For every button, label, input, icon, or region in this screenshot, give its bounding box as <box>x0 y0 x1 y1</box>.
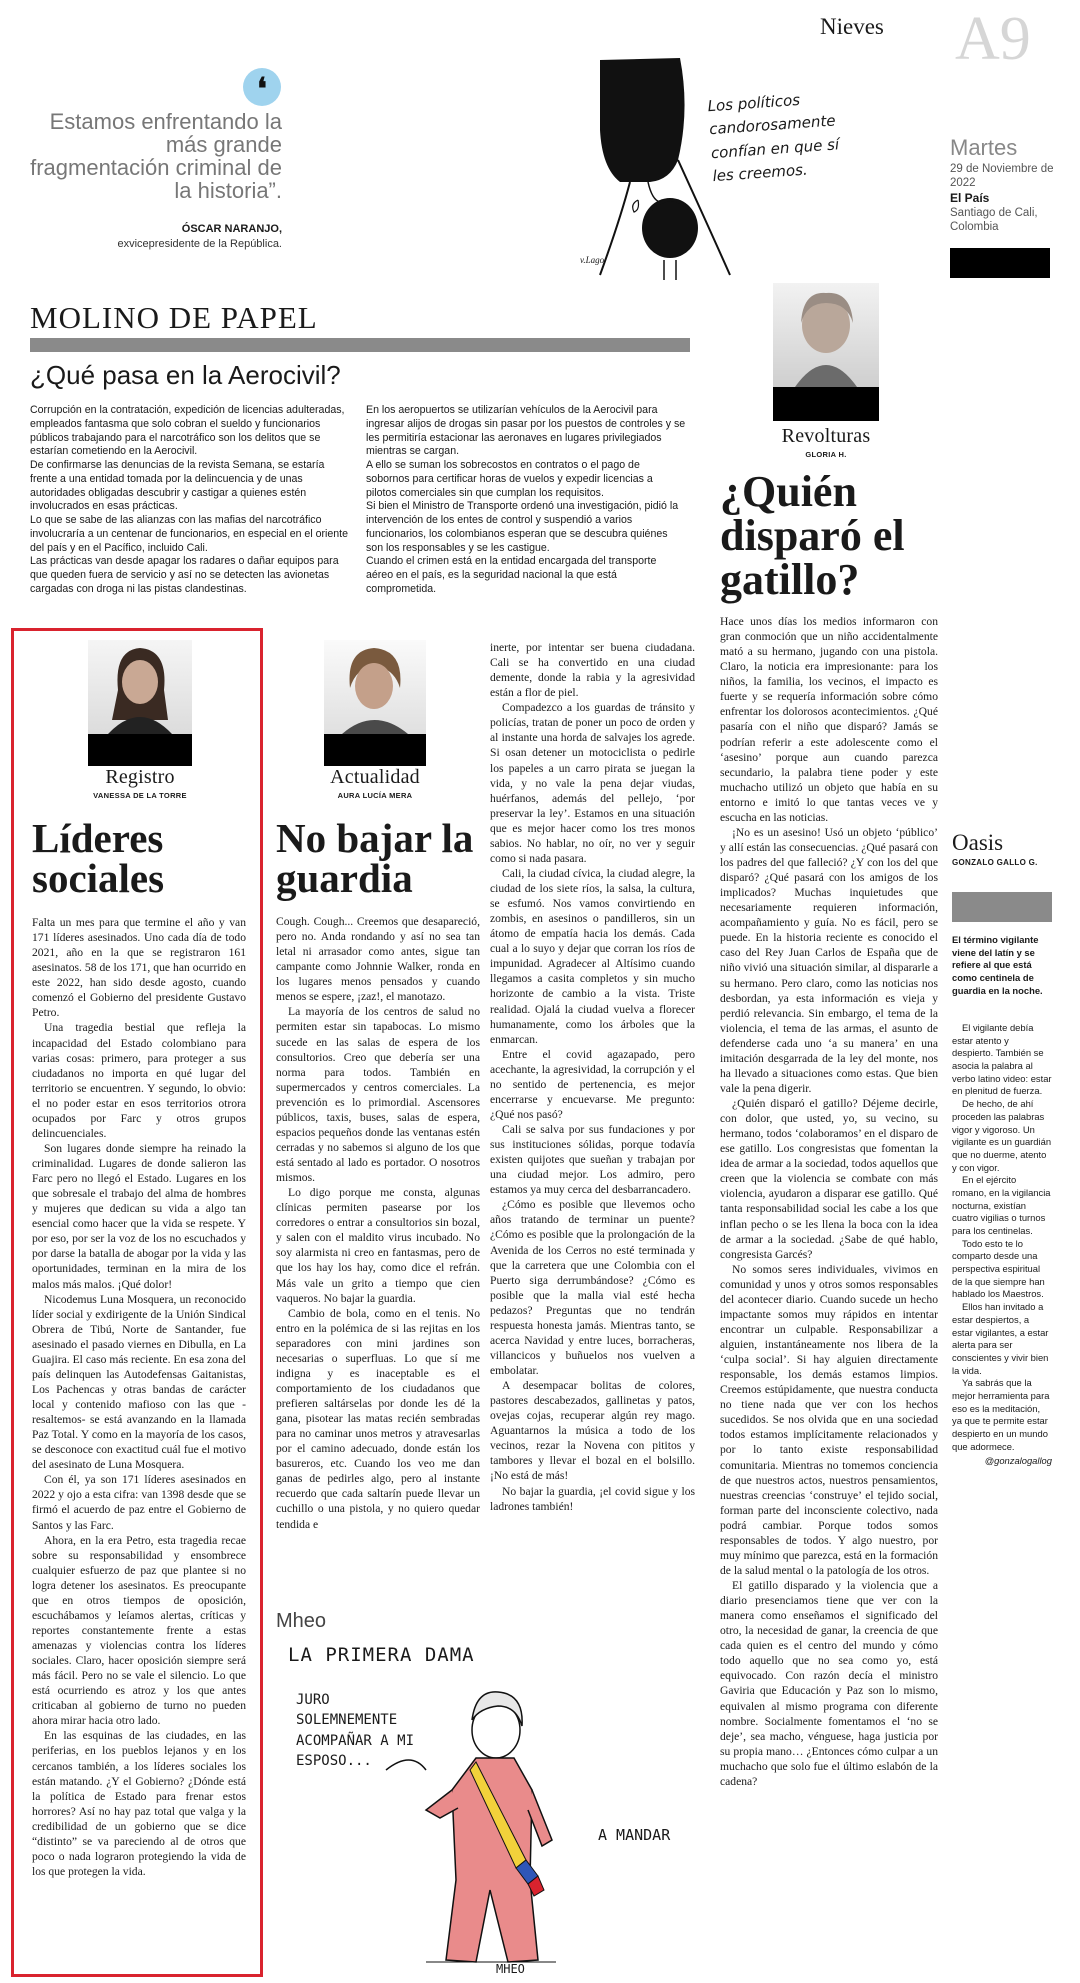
actualidad-paragraph: inerte, por intentar ser buena ciudadana. Cali se ha convertido en una ciudad demente, donde la rabia y la agresividad están a flor de piel. <box>490 641 695 700</box>
registro-headline: Líderes sociales <box>32 815 165 902</box>
registro-column-name: Registro <box>105 766 175 788</box>
newspaper-name: El País <box>950 191 990 205</box>
registro-paragraph: Con él, ya son 171 líderes asesinados en 2022 y ojo a esta cifra: van 1398 desde que se firmó el acuerdo de paz entre el Gobierno de Santos y las Farc. <box>32 1473 246 1532</box>
registro-paragraph: Falta un mes para que termine el año y van 171 líderes asesinados. Uno cada día de todo 2021, año en la que se registraron 161 asesinatos. 58 de los 171, que han ocurrido en este 2022, han sido desde agosto, cuando comenzó el Gobierno del presidente Gustavo Petro. <box>32 916 246 1020</box>
molino-paragraph: Si bien el Ministro de Transporte ordenó una investigación, pidió la intervención de los entes de control y suspendió a varios funcionarios, los colombianos esperan que se descubra quiénes son los responsables y se les castigue. <box>366 500 679 554</box>
registro-paragraph: Ahora, en la era Petro, esta tragedia recae sobre su responsabilidad y ensombrece cualquier esfuerzo de paz que plantee si no logra detener los asesinatos. Es preocupante que en otros tiempos de oposición, escuchábamos y leíamos alertas, críticas y reportes constantemente frente a estas amenazas y violencias contra los líderes sociales. Claro, hacer oposición siempre será más fácil. Pero no se vale el silencio. Lo que está ocurriendo es atroz y los que antes criticaban al gobierno de turno no pueden ahora mirar hacia otro lado. <box>32 1533 246 1728</box>
oasis-paragraph: De hecho, de ahí proceden las palabras vigor y vigoroso. Un vigilante es un guardián que no duerme, atento y con vigor. <box>952 1098 1052 1173</box>
actualidad-paragraph: La mayoría de los centros de salud no permiten estar sin tapabocas. Lo mismo sucede en las salas de espera de los consultorios. Creo que debería ser una norma para todos. También en supermercados y centros comerciales. La prevención es lo primordial. Ascensores públicos, taxis, buses, salas de espera, espacios pequeños donde las ventanas estén cerradas y no sabemos si alguno de los que está sentado al lado es portador. O nosotros mismos. <box>276 1005 480 1185</box>
actualidad-body-a <box>276 914 480 1532</box>
revolturas-paragraph: No somos seres individuales, vivimos en comunidad y unos y otros somos responsables del acontecer diario. Cuando sucede un hecho impactante somos muy rápidos en intentar encontrar un culpable. Responsabilizar a alguien, instantáneamente nos libera de la ‘culpa social’. Si hay alguien directamente responsable, los demás estamos limpios. Creemos estúpidamente, que nuestra conducta no tiene nada que ver con los hechos sucedidos. Se nos olvida que en una sociedad todos estamos implícitamente relacionados y por lo tanto existe responsabilidad comunitaria. Mientras no tomemos conciencia de que nuestros actos, nuestros pensamientos, nuestras creencias ‘construye’ el tejido social, forman parte del inconsciente colectivo, nada podrá cambiar. Porque todos somos responsables de todos. Y algo nuestro, por muy mínimo que parezca, está en la formación de la salud mental o la patología de los otros. <box>720 1262 938 1577</box>
actualidad-paragraph: Cough. Cough... Creemos que desapareció, pero no. Anda rondando y así no sea tan letal ni arrasador como antes, sigue tan campante como Johnnie Walker, ronda en los lugares menos pensados y cuando menos se espere, ¡zaz!, el manotazo. <box>276 915 480 1004</box>
quote-author: ÓSCAR NARANJO, <box>181 223 282 235</box>
oasis-paragraph: Ellos han invitado a estar despiertos, a estar vigilantes, a estar alerta para ser conscientes y vivir bien la vida. <box>952 1301 1049 1376</box>
mheo-label: Mheo <box>276 1610 327 1632</box>
cartoon-caption: Los políticos candorosamente confían en que sí les creemos. <box>707 90 840 185</box>
actualidad-paragraph: ¿Cómo es posible que llevemos ocho años tratando de terminar un puente? ¿Cómo es posible que la prolongación de la Avenida de los Cerros no esté terminada y que la carretera que une Colombia con el Puerto siga derrumbándose? ¿Cómo es posible que la malla vial esté hecha pedazos? Preguntas que no tendrán respuesta honesta jamás. Mientras tanto, se acerca Navidad y entre luces, borracheras, villancicos y buñuelos nos vuelven a embolatar. <box>490 1198 695 1377</box>
mheo-drawing <box>276 1640 700 1978</box>
mheo-speech: JURO SOLEMNEMENTE ACOMPAÑAR A MI ESPOSO... <box>296 1692 415 1769</box>
mheo-signature: MHEO <box>496 1962 525 1976</box>
oasis-column-name: Oasis <box>952 830 1004 855</box>
actualidad-paragraph: Lo digo porque me consta, algunas clínicas permiten pasearse por los corredores o entrar a consultorios sin bozal, y salen con el maldito virus incubado. No soy alarmista ni creo en fantasmas, pero de que los hay los hay, como dice el refrán. Más vale un grito a tiempo que cien vaqueros. No bajar la guardia. <box>276 1186 480 1305</box>
revolturas-headline: ¿Quién disparó el gatillo? <box>720 467 905 604</box>
molino-col-1 <box>30 404 348 597</box>
actualidad-paragraph: Compadezco a los guardas de tránsito y policías, tratan de poner un poco de orden y al instante una horda de salvajes los agrede. Si osan detener un motociclista o pedirle los papeles a un carro pirata se juegan la vida, y no vale la pena dejar viudas, huérfanos, además del pellejo, ‘por preservar la ley’. Estamos en una situación que es mejor hacer como los tres monos sabios. No hablar, no oír, no ver y seguir como si nada pasara. <box>490 701 695 865</box>
oasis-handle: @gonzalogallog <box>984 1455 1052 1467</box>
actualidad-paragraph: No bajar la guardia, ¡el covid sigue y los ladrones también! <box>490 1484 695 1513</box>
registro-author: VANESSA DE LA TORRE <box>93 791 187 800</box>
actualidad-paragraph: A desempacar bolitas de colores, pastores descabezados, gallinetas y patos, ovejas cojas, recuperar algún rey mago. Aguantarnos la música a todo de los vecinos, rezar la Novena con pititos y tambores y llevar el bozal en el bolsillo. ¡No está de más! <box>490 1379 695 1483</box>
mheo-title: LA PRIMERA DAMA <box>288 1644 475 1666</box>
registro-photo-bar <box>88 734 192 766</box>
molino-paragraph: Lo que se sabe de las alianzas con las mafias del narcotráfico involucraría a un centenar de funcionarios, en especial en el oriente del país y en el Pacífico, incluido Cali. <box>30 514 349 554</box>
mheo-reply: A MANDAR <box>598 1826 671 1844</box>
revolturas-paragraph: Hace unos días los medios informaron con gran conmoción que un niño accidentalmente mató a su hermano, jugando con una pistola. Claro, la noticia era impresionante: para los niños, la familia, los vecinos, el impacto es fuerte y se requería información sobre cómo enfrentar los dolorosos acontecimientos. ¿Qué pasaría con el niño que disparó? Jamás se podrían referir a este adolescente como el ‘asesino’ porque aun cuando parezca secundario, la palabra tiene poder y este muchacho utilizó un objeto que había en su entorno e imitó lo que tantas veces ve y escucha en las noticias. <box>720 615 938 824</box>
oasis-author: GONZALO GALLO G. <box>952 858 1038 867</box>
quote-icon: ❛ <box>243 68 281 106</box>
revolturas-photo-bar <box>773 387 879 421</box>
revolturas-author: GLORIA H. <box>805 450 847 459</box>
molino-paragraph: A ello se suman los sobrecostos en contratos o el pago de sobornos para certificar horas de vuelos y expedir licencias a pilotos comerciales sin que cumplan los requisitos. <box>366 459 653 499</box>
section-name: Nieves <box>820 14 884 39</box>
quote-author-role: exvicepresidente de la República. <box>117 238 282 250</box>
molino-paragraph: En los aeropuertos se utilizarían vehículos de la Aerocivil para ingresar alijos de drogas sin pasar por los puestos de controles y se les permitiría estacionar las aeronaves en lugares privilegiados mientras se cargan. <box>366 404 686 458</box>
registro-paragraph: En las esquinas de las ciudades, en las periferias, en los pueblos lejanos y en los cercanos también, a los líderes sociales los están matando. ¿Y el Gobierno? ¿Dónde está la política de Estado para frenar estos horrores? Así no hay paz total que valga y la credibilidad de un gobierno que se dice “distinto” se va pareciendo al de otros que poco o nada lograron protegiendo la vida de los que protegen la vida. <box>32 1729 246 1878</box>
actualidad-paragraph: Cali se salva por sus fundaciones y por sus instituciones sólidas, porque todavía existen quijotes que sueñan y trabajan por una ciudad mejor. Los admiro, pero estamos ya muy cerca del desbarrancadero. <box>490 1123 695 1197</box>
registro-paragraph: Nicodemus Luna Mosquera, un reconocido líder social y exdirigente de la Unión Sindical Obrera de Tibú, Norte de Santander, fue asesinado el pasado viernes en Dibulla, en La Guajira. El caso más reciente. En esa zona del país delinquen las Autodefensas Gaitanistas, Los Pachencas y otras bandas de carácter local y contenido mafioso con las que -resaltemos- se está avanzando en la llamada Paz Total. Y como en la mayoría de los casos, se desconoce con exactitud cuál fue el motivo del asesinato de Luna Mosquera. <box>32 1292 246 1472</box>
actualidad-author-photo <box>324 640 426 734</box>
registro-paragraph: Una tragedia bestial que refleja la incapacidad del Estado colombiano para varias cosas: primero, para proteger a sus ciudadanos no importa en qué lugar del territorio se encuentren. Y segundo, lo obvio: el no poder estar en esos territorios otrora ocupados por Farc y otros grupos delincuenciales. <box>32 1021 246 1140</box>
molino-gray-bar <box>30 338 690 352</box>
molino-paragraph: De confirmarse las denuncias de la revista Semana, se estaría frente a una entidad tomada por la delincuencia y de unas autoridades obligadas descubrir y castigar a quienes estén involucrados en esas prácticas. <box>30 459 325 513</box>
molino-paragraph: Cuando el crimen está en la entidad encargada del transporte aéreo en el país, es la seguridad nacional la que está comprometida. <box>366 555 657 595</box>
mheo-cartoon <box>276 1640 700 1978</box>
revolturas-body <box>720 614 938 1789</box>
date-text: 29 de Noviembre de 2022 <box>950 163 1054 190</box>
actualidad-paragraph: Cali, la ciudad cívica, la ciudad alegre, la ciudad de los siete ríos, la salsa, la cultura, se esfumó. Nos vamos convirtiendo en zombis, en asesinos o pandilleros, sin un átomo de empatía hacia los demás. Cada cual a lo suyo y dejar que corran los ríos de impunidad. Agradecer al Altísimo cuando llegamos a casita completos y sin mucho horizonte de cambio a la vista. Triste realidad. Ojalá la ciudad vuelva a florecer humanamente, como los árboles que la enmarcan. <box>490 866 695 1046</box>
molino-paragraph: Corrupción en la contratación, expedición de licencias adulteradas, empleados fantasma que solo cobran el sueldo y funcionarios públicos trabajando para el narcotráfico son los delitos que se estarían cometiendo en la Aerocivil. <box>30 404 345 458</box>
molino-col-2 <box>366 404 686 597</box>
oasis-lead: El término vigilante viene del latín y se refiere al que está como centinela de guardia en la noche. <box>952 934 1043 996</box>
cartoon-signature: v.Lago <box>580 255 605 265</box>
oasis-paragraph: El vigilante debía estar atento y despierto. También se asocia la palabra al verbo latino video: estar en plenitud de fuerza. <box>952 1022 1052 1097</box>
revolturas-paragraph: ¡No es un asesino! Usó un objeto ‘público’ y allí están las consecuencias. ¿Qué pasará con los padres del que falleció? ¿Y con los del que disparó? ¿Qué pasará con los amigos de los implicados? Muchas inquietudes que necesariamente requieren información, acompañamiento y guía. No es fácil, pero se puede. En la historia reciente es conocido el caso del Rey Juan Carlos de España que de niño vivió una situación similar, al dispararle a su hermano. Pero claro, como las noticias nos desbordan, ya esta información es vieja y perdió relevancia. Sin embargo, el tema de la violencia, el tema de las armas, el asunto de defenderse cada uno ‘a su manera’ en una imitación desgarrada de la ley del monte, nos ha llevado a situaciones como estas. Que bien vale la pena digerir. <box>720 825 938 1095</box>
revolturas-paragraph: El gatillo disparado y la violencia que a diario presenciamos tiene que ver con la manera como enseñamos el significado del otro, la necesidad de ganar, la creencia de que cada quien es el centro del mundo y cómo todo aquello que no sea como yo, está equivocado. Con razón decía el ministro Gaviria que Educación y Paz son lo mismo, equivalen al mismo programa con diferente nombre. Socialmente fomentamos el ‘no se deje’, sea macho, vénguese, haga justicia por su propia mano… ¿Entonces cómo culpar a un muchacho que solo fue el último eslabón de la cadena? <box>720 1579 938 1788</box>
molino-section-title: MOLINO DE PAPEL <box>30 300 318 335</box>
revolturas-column-name: Revolturas <box>781 425 871 447</box>
molino-paragraph: Las prácticas van desde apagar los radares o dañar equipos para que queden fuera de servicio y así no se detecten las avionetas cargadas con droga ni las pistas clandestinas. <box>30 555 339 595</box>
oasis-paragraph: En el ejército romano, en la vigilancia nocturna, existían cuatro vigilias o turnos para los centinelas. <box>952 1174 1051 1236</box>
actualidad-paragraph: Entre el covid agazapado, pero acechante, la agresividad, la corrupción y el no sentido de pertenencia, es mejor encerrarse y encuevarse. Me pregunto: ¿Qué nos pasó? <box>490 1047 695 1121</box>
molino-headline: ¿Qué pasa en la Aerocivil? <box>30 360 341 390</box>
actualidad-column-name: Actualidad <box>330 766 420 788</box>
page-number: A9 <box>955 5 1031 73</box>
oasis-body <box>952 1022 1052 1468</box>
date-day: Martes <box>950 135 1018 160</box>
oasis-paragraph: Ya sabrás que la mejor herramienta para eso es la meditación, ya que te permite estar despierto en un mundo que adormece. <box>952 1377 1050 1452</box>
registro-paragraph: Son lugares donde siempre ha reinado la criminalidad. Lugares de donde salieron las Farc pero no llegó el Estado. Lugares en los que sobresale el trabajo del alma de hombres y mujeres que dedican su vida a algo tan esencial como hacer que la vida se respete. Y por eso, por ser la voz de los no escuchados y por darse la batalla de abogar por la vida y las oportunidades, terminan en la mira de los malos más malos. ¡Qué dolor! <box>32 1141 246 1291</box>
actualidad-photo-bar <box>324 734 426 766</box>
top-cartoon <box>560 50 920 280</box>
registro-body <box>32 915 246 1879</box>
date-block-bar <box>950 248 1050 278</box>
city-text: Santiago de Cali, Colombia <box>950 207 1038 234</box>
quote-text: Estamos enfrentando la más grande fragmentación criminal de la historia”. <box>30 109 282 204</box>
actualidad-paragraph: Cambio de bola, como en el tenis. No entro en la polémica de si las rejitas en los separadores con mini jardines son necesarias o superfluas. Lo que sí me indigna y es inaceptable es el comportamiento de los ciudadanos que prefieren saltárselas por donde les dé la gana, pisotear las matas recién sembradas para no caminar unos metros y atravesarlas por el camino adecuado, donde están los basureros, etc. Cuando los veo me dan ganas de pedirles algo, pero al instante recuerdo que cada saltarín puede llevar un cuchillo o una pistola, y no quiero quedar tendida e <box>276 1306 480 1531</box>
revolturas-author-photo <box>773 283 879 387</box>
actualidad-author: AURA LUCÍA MERA <box>337 791 413 800</box>
actualidad-headline: No bajar la guardia <box>276 815 474 902</box>
revolturas-paragraph: ¿Quién disparó el gatillo? Déjeme decirle, con dolor, que usted, yo, su vecino, su hermano, todos ‘colaboramos’ en el disparo de ese gatillo. Los congresistas que fomentan la idea de armar a la sociedad, todos aquellos que creen que la violencia se combate con más violencia, ayudaron a disparar ese gatillo. Qué tanta responsabilidad social les cabe a los que inflan pecho o se les llena la boca con la idea de armar a la sociedad. ¿Sabe de qué hablo, congresista Garcés? <box>720 1097 938 1261</box>
registro-author-photo <box>88 640 192 734</box>
actualidad-body-b <box>490 640 695 1514</box>
oasis-gray-bar <box>952 892 1052 922</box>
oasis-paragraph: Todo esto te lo comparto desde una perspectiva espiritual de la que siempre han hablado los Maestros. <box>952 1237 1045 1300</box>
